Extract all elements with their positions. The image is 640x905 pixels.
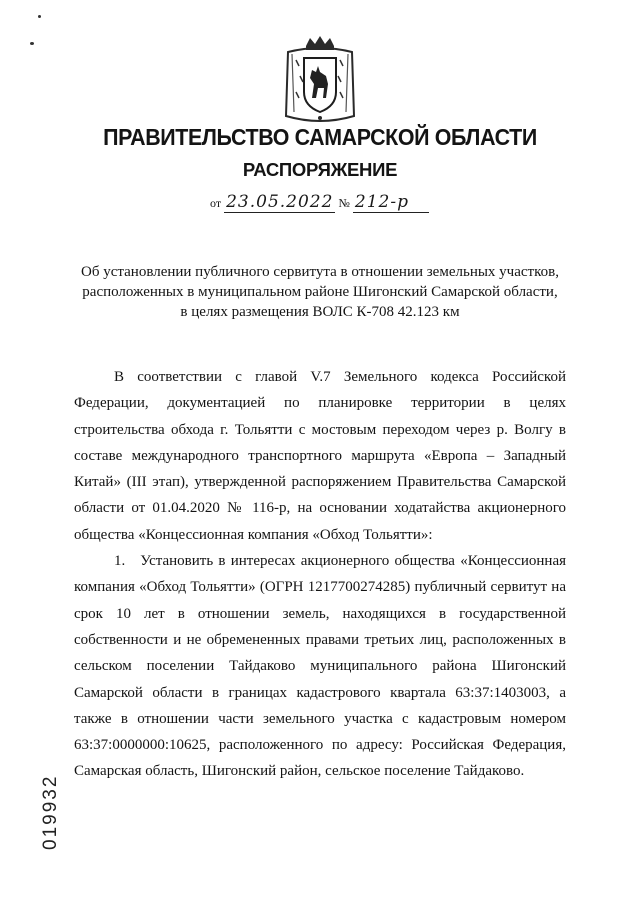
document-date-number [210, 192, 429, 212]
document-type: РАСПОРЯЖЕНИЕ [242, 159, 398, 180]
subject-line: в целях размещения ВОЛС К-708 42.123 км [180, 304, 460, 320]
registry-stamp-number: 019932 [40, 774, 61, 850]
date-prefix: от [210, 196, 222, 210]
subject-line: расположенных в муниципальном районе Шигонский Самарской области, [82, 284, 558, 300]
number-prefix: № [338, 196, 350, 210]
document-body [74, 364, 566, 785]
document-date: 23.05.2022 [226, 192, 334, 212]
body-paragraph-preamble: В соответствии с главой V.7 Земельного кодекса Российской Федерации, документацией по планировке территории в целях строительства обхода г. Тольятти с мостовым переходом через р. Волгу в составе международного транспортного маршрута «Европа – Западный Китай» (III этап), утвержденной распоряжением Правительства Самарской области от 01.04.2020 № 116-р, на основании ходатайства акционерного общества «Концессионная компания «Обход Тольятти»: [74, 369, 566, 543]
organization-title: ПРАВИТЕЛЬСТВО САМАРСКОЙ ОБЛАСТИ [103, 124, 537, 150]
coat-of-arms-emblem [282, 36, 358, 124]
document-number: 212-р [354, 192, 409, 212]
scan-speck [38, 15, 41, 18]
scan-speck [30, 42, 34, 45]
subject-line: Об установлении публичного сервитута в отношении земельных участков, [81, 264, 559, 280]
body-paragraph-item-1: 1. Установить в интересах акционерного общества «Концессионная компания «Обход Тольятти» (ОГРН 1217700274285) публичный сервитут на срок 10 лет в отношении земель, находящихся в государственной собственности и не обремененных правами третьих лиц, расположенных в сельском поселении Тайдаково муниципального района Шигонский Самарской области в границах кадастрового квартала 63:37:1403003, а также в отношении части земельного участка с кадастровым номером 63:37:0000000:10625, расположенного по адресу: Российская Федерация, Самарская область, Шигонский район, сельское поселение Тайдаково. [74, 553, 566, 780]
document-subject [60, 262, 580, 322]
